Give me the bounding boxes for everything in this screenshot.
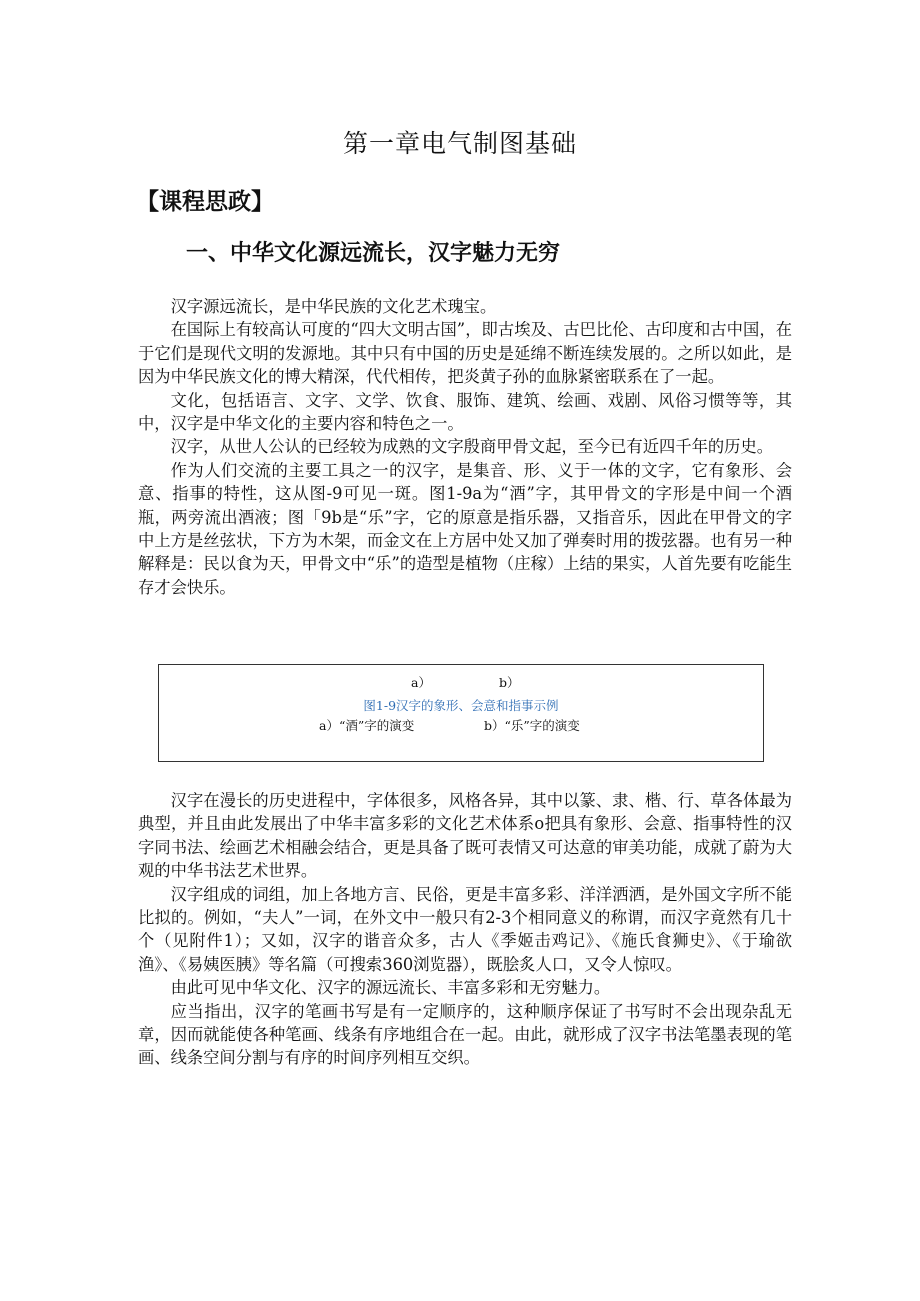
paragraph: 文化，包括语言、文字、文学、饮食、服饰、建筑、绘画、戏剧、风俗习惯等等，其中，汉字是中华文化的主要内容和特色之一。 xyxy=(138,390,792,434)
paragraph: 汉字组成的词组，加上各地方言、民俗，更是丰富多彩、洋洋洒洒，是外国文字所不能比拟的。例如，“夫人”一词，在外文中一般只有2-3个相同意义的称谓，而汉字竟然有几十个（见附件1）；又如，汉字的谐音众多，古人《季姬击鸡记》、《施氏食狮史》、《于瑜欲渔》、《易姨医胰》等名篇（可搜索360浏览器），既脍炙人口，又令人惊叹。 xyxy=(138,884,792,974)
paragraph: 汉字源远流长，是中华民族的文化艺术瑰宝。 xyxy=(170,297,497,316)
chapter-title: 第一章电气制图基础 xyxy=(342,129,577,158)
paragraph: 应当指出，汉字的笔画书写是有一定顺序的，这种顺序保证了书写时不会出现杂乱无章，因而就能使各种笔画、线条有序地组合在一起。由此，就形成了汉字书法笔墨表现的笔画、线条空间分割与有序的时间序列相互交织。 xyxy=(138,1001,792,1068)
section-heading: 一、中华文化源远流长，汉字魅力无穷 xyxy=(186,241,561,266)
figure-caption: 图1-9汉字的象形、会意和指事示例 xyxy=(363,698,559,713)
paragraph: 汉字，从世人公认的已经较为成熟的文字殷商甲骨文起，至今已有近四千年的历史。 xyxy=(170,437,774,457)
paragraph: 由此可见中华文化、汉字的源远流长、丰富多彩和无穷魅力。 xyxy=(170,978,611,998)
paragraph: 作为人们交流的主要工具之一的汉字，是集音、形、义于一体的文字，它有象形、会意、指事的特性，这从图-9可见一斑。图1-9a为“酒”字，其甲骨文的字形是中间一个酒瓶，两旁流出酒液；图「9b是“乐”字，它的原意是指乐器，又指音乐，因此在甲骨文的字中上方是丝弦状，下方为木架，而金文在上方居中处又加了弹奏时用的拨弦器。也有另一种解释是：民以食为天，甲骨文中“乐”的造型是植物（庄稼）上结的果实，人首先要有吃能生存才会快乐。 xyxy=(138,460,792,597)
section-tag: 【课程思政】 xyxy=(136,189,274,215)
figure-frame xyxy=(158,664,764,762)
figure-subcaption-b: b）“乐”字的演变 xyxy=(484,718,580,733)
body-text-after-figure xyxy=(138,789,792,1070)
figure-subcaptions xyxy=(159,716,763,734)
figure-subcaption-a: a）“酒”字的演变 xyxy=(319,718,415,733)
paragraph: 在国际上有较高认可度的“四大文明古国”，即古埃及、古巴比伦、古印度和古中国，在于它们是现代文明的发源地。其中只有中国的历史是延绵不断连续发展的。之所以如此，是因为中华民族文化的博大精深，代代相传，把炎黄子孙的血脉紧密联系在了一起。 xyxy=(138,320,792,387)
figure-label-b: b） xyxy=(499,675,520,690)
figure-panel-labels xyxy=(159,673,763,691)
paragraph: 汉字在漫长的历史进程中，字体很多，风格各异，其中以篆、隶、楷、行、草各体最为典型，并且由此发展出了中华丰富多彩的文化艺术体系o把具有象形、会意、指事特性的汉字同书法、绘画艺术相融会结合，更是具备了既可表情又可达意的审美功能，成就了蔚为大观的中华书法艺术世界。 xyxy=(138,791,792,881)
figure-label-a: a） xyxy=(411,675,431,690)
body-text-before-figure xyxy=(138,295,792,599)
